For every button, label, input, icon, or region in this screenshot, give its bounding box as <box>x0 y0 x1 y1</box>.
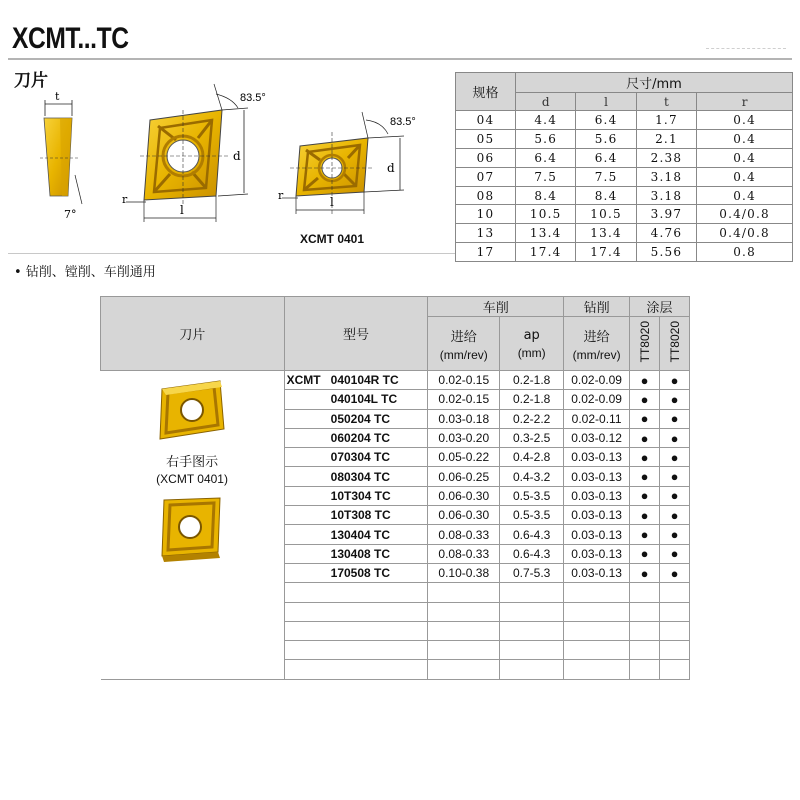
empty-cell <box>284 583 428 602</box>
empty-cell <box>500 602 564 621</box>
product-cell-drill: 0.03-0.13 <box>564 467 630 486</box>
dim-t-label: t <box>55 90 60 103</box>
product-cell-ap: 0.6-4.3 <box>500 544 564 563</box>
dim-cell-d: 4.4 <box>516 111 576 130</box>
feed-label: 进给 <box>450 329 477 345</box>
empty-cell <box>630 602 660 621</box>
angle-main-label: 83.5° <box>240 92 266 104</box>
product-cell-c2: ● <box>660 428 690 447</box>
angle-small-label: 83.5° <box>390 116 416 128</box>
col-header-l: l <box>576 93 636 111</box>
dimension-row <box>456 224 793 243</box>
product-cell-drill: 0.03-0.13 <box>564 506 630 525</box>
product-cell-c2: ● <box>660 544 690 563</box>
dimension-table <box>455 72 793 262</box>
coating-grade-2: TT8020 <box>667 321 682 363</box>
model-code: 050204 TC <box>330 411 391 426</box>
dim-cell-l: 10.5 <box>576 205 636 224</box>
product-cell-c1: ● <box>630 563 660 582</box>
dim-cell-r: 0.4 <box>697 167 793 186</box>
product-cell-drill: 0.03-0.13 <box>564 448 630 467</box>
dim-cell-t: 4.76 <box>636 224 696 243</box>
dim-cell-spec: 04 <box>456 111 516 130</box>
dim-cell-spec: 13 <box>456 224 516 243</box>
empty-cell <box>630 621 660 640</box>
dim-cell-t: 3.97 <box>636 205 696 224</box>
empty-cell <box>284 660 428 679</box>
product-cell-code <box>284 390 428 409</box>
product-cell-feed: 0.06-0.30 <box>428 486 500 505</box>
model-code: 10T304 TC <box>330 488 391 503</box>
product-cell-drill: 0.02-0.09 <box>564 371 630 390</box>
dim-r-label-small: r <box>278 189 284 202</box>
dim-cell-t: 3.18 <box>636 167 696 186</box>
product-cell-c1: ● <box>630 448 660 467</box>
model-code: 040104L TC <box>330 392 398 407</box>
dimension-row <box>456 167 793 186</box>
product-cell-c1: ● <box>630 486 660 505</box>
dimension-row <box>456 243 793 262</box>
dimension-row <box>456 205 793 224</box>
dim-cell-t: 2.38 <box>636 148 696 167</box>
image-caption: 右手图示 <box>166 455 219 470</box>
empty-cell <box>630 583 660 602</box>
model-col-header: 型号 <box>284 297 428 371</box>
small-insert-drawing <box>278 112 416 214</box>
empty-cell <box>284 641 428 660</box>
product-cell-code <box>284 467 428 486</box>
product-cell-ap: 0.3-2.5 <box>500 428 564 447</box>
model-code: 130404 TC <box>330 527 391 542</box>
product-cell-feed: 0.05-0.22 <box>428 448 500 467</box>
dim-cell-l: 17.4 <box>576 243 636 262</box>
dim-cell-l: 7.5 <box>576 167 636 186</box>
dim-cell-l: 13.4 <box>576 224 636 243</box>
empty-cell <box>630 660 660 679</box>
product-cell-c2: ● <box>660 371 690 390</box>
product-table-body <box>101 371 690 680</box>
product-cell-code <box>284 486 428 505</box>
product-cell-ap: 0.2-1.8 <box>500 390 564 409</box>
product-cell-c1: ● <box>630 390 660 409</box>
product-cell-feed: 0.06-0.30 <box>428 506 500 525</box>
drilling-header: 钻削 <box>564 297 630 317</box>
product-cell-feed: 0.08-0.33 <box>428 544 500 563</box>
empty-cell <box>660 660 690 679</box>
empty-cell <box>660 602 690 621</box>
product-cell-ap: 0.5-3.5 <box>500 506 564 525</box>
product-cell-drill: 0.02-0.09 <box>564 390 630 409</box>
product-row <box>101 371 690 390</box>
ap-header <box>500 317 564 371</box>
product-cell-drill: 0.03-0.13 <box>564 563 630 582</box>
drawing-model-label: XCMT 0401 <box>300 232 365 246</box>
insert-section-label: 刀片 <box>14 71 48 91</box>
dim-cell-r: 0.4/0.8 <box>697 205 793 224</box>
product-cell-c1: ● <box>630 428 660 447</box>
dim-cell-d: 8.4 <box>516 186 576 205</box>
product-cell-c2: ● <box>660 467 690 486</box>
product-cell-ap: 0.7-5.3 <box>500 563 564 582</box>
product-cell-code <box>284 409 428 428</box>
page-title: XCMT...TC <box>12 22 129 55</box>
empty-cell <box>284 621 428 640</box>
col-header-d: d <box>516 93 576 111</box>
angle-7-label: 7° <box>64 208 77 221</box>
dim-cell-spec: 05 <box>456 129 516 148</box>
empty-cell <box>630 641 660 660</box>
dimension-row <box>456 148 793 167</box>
product-cell-c1: ● <box>630 409 660 428</box>
dim-cell-l: 8.4 <box>576 186 636 205</box>
dim-cell-t: 2.1 <box>636 129 696 148</box>
dim-cell-spec: 17 <box>456 243 516 262</box>
dim-cell-d: 7.5 <box>516 167 576 186</box>
feed-header <box>428 317 500 371</box>
product-cell-drill: 0.03-0.13 <box>564 486 630 505</box>
model-code: 170508 TC <box>330 566 391 581</box>
empty-cell <box>564 621 630 640</box>
dimension-table-body <box>456 111 793 262</box>
dim-cell-d: 17.4 <box>516 243 576 262</box>
product-cell-code <box>284 563 428 582</box>
dim-d-label-small: d <box>387 161 395 175</box>
dim-cell-r: 0.4 <box>697 186 793 205</box>
model-code: 040104R TC <box>330 373 399 388</box>
dim-cell-l: 6.4 <box>576 111 636 130</box>
dim-cell-r: 0.8 <box>697 243 793 262</box>
coating-header: 涂层 <box>630 297 690 317</box>
product-cell-code <box>284 428 428 447</box>
empty-cell <box>500 621 564 640</box>
insert-drawings <box>0 60 455 260</box>
model-code: 10T308 TC <box>330 508 391 523</box>
feed-unit: (mm/rev) <box>439 347 488 362</box>
product-cell-feed: 0.06-0.25 <box>428 467 500 486</box>
spec-header: 规格 <box>456 73 516 111</box>
model-code: 130408 TC <box>330 546 391 561</box>
drill-feed-label: 进给 <box>583 329 610 345</box>
empty-cell <box>500 660 564 679</box>
insert-photo-top <box>152 377 232 445</box>
ap-label: ap <box>523 327 540 343</box>
empty-cell <box>564 583 630 602</box>
empty-cell <box>284 602 428 621</box>
dim-cell-t: 1.7 <box>636 111 696 130</box>
title-dashed-rule <box>706 48 786 49</box>
dim-cell-l: 6.4 <box>576 148 636 167</box>
product-cell-feed: 0.08-0.33 <box>428 525 500 544</box>
dim-l-label: l <box>180 203 184 217</box>
empty-cell <box>428 583 500 602</box>
product-cell-feed: 0.02-0.15 <box>428 371 500 390</box>
empty-cell <box>428 621 500 640</box>
dim-cell-spec: 06 <box>456 148 516 167</box>
dim-cell-t: 3.18 <box>636 186 696 205</box>
coating-col-1 <box>630 317 660 371</box>
product-cell-ap: 0.6-4.3 <box>500 525 564 544</box>
product-cell-c2: ● <box>660 563 690 582</box>
empty-cell <box>660 641 690 660</box>
coating-col-2 <box>660 317 690 371</box>
col-header-r: r <box>697 93 793 111</box>
product-cell-ap: 0.2-2.2 <box>500 409 564 428</box>
product-cell-drill: 0.03-0.12 <box>564 428 630 447</box>
insert-col-header: 刀片 <box>101 297 285 371</box>
empty-cell <box>500 583 564 602</box>
product-cell-feed: 0.10-0.38 <box>428 563 500 582</box>
dim-cell-d: 10.5 <box>516 205 576 224</box>
product-cell-feed: 0.03-0.20 <box>428 428 500 447</box>
product-cell-ap: 0.4-3.2 <box>500 467 564 486</box>
coating-grade-1: TT8020 <box>637 321 652 363</box>
product-cell-c1: ● <box>630 544 660 563</box>
dimension-row <box>456 129 793 148</box>
image-caption-sub: (XCMT 0401) <box>156 472 228 486</box>
product-cell-ap: 0.2-1.8 <box>500 371 564 390</box>
product-cell-drill: 0.02-0.11 <box>564 409 630 428</box>
empty-cell <box>564 660 630 679</box>
dim-cell-spec: 07 <box>456 167 516 186</box>
dimension-row <box>456 111 793 130</box>
product-table <box>100 296 690 680</box>
dimension-row <box>456 186 793 205</box>
model-prefix: XCMT <box>286 373 321 388</box>
turning-header: 车削 <box>428 297 564 317</box>
product-cell-ap: 0.4-2.8 <box>500 448 564 467</box>
dim-cell-l: 5.6 <box>576 129 636 148</box>
dim-cell-d: 13.4 <box>516 224 576 243</box>
insert-photo-bottom <box>152 492 232 562</box>
dim-cell-t: 5.56 <box>636 243 696 262</box>
product-cell-c1: ● <box>630 506 660 525</box>
empty-cell <box>428 641 500 660</box>
empty-cell <box>564 641 630 660</box>
empty-cell <box>500 641 564 660</box>
main-insert-drawing <box>122 84 266 222</box>
product-cell-c2: ● <box>660 525 690 544</box>
product-cell-code <box>284 544 428 563</box>
product-cell-c1: ● <box>630 467 660 486</box>
empty-cell <box>428 602 500 621</box>
product-cell-code <box>284 525 428 544</box>
model-code: 070304 TC <box>330 450 391 465</box>
product-cell-c2: ● <box>660 390 690 409</box>
dim-cell-r: 0.4 <box>697 148 793 167</box>
drawing-rule <box>8 253 455 254</box>
product-cell-drill: 0.03-0.13 <box>564 525 630 544</box>
insert-image-cell <box>101 371 285 680</box>
model-code: 080304 TC <box>330 469 391 484</box>
product-cell-c2: ● <box>660 409 690 428</box>
product-cell-code <box>284 506 428 525</box>
usage-note: • 钻削、镗削、车削通用 <box>14 265 156 280</box>
product-cell-code <box>284 448 428 467</box>
dim-cell-r: 0.4 <box>697 111 793 130</box>
ap-unit: (mm) <box>517 345 546 360</box>
product-cell-c1: ● <box>630 371 660 390</box>
dim-cell-spec: 10 <box>456 205 516 224</box>
empty-cell <box>564 602 630 621</box>
drill-feed-unit: (mm/rev) <box>572 347 621 362</box>
product-cell-feed: 0.03-0.18 <box>428 409 500 428</box>
product-cell-drill: 0.03-0.13 <box>564 544 630 563</box>
product-cell-feed: 0.02-0.15 <box>428 390 500 409</box>
dim-cell-d: 5.6 <box>516 129 576 148</box>
drill-feed-header <box>564 317 630 371</box>
dim-d-label: d <box>233 149 241 163</box>
dim-cell-r: 0.4/0.8 <box>697 224 793 243</box>
product-cell-c2: ● <box>660 506 690 525</box>
empty-cell <box>660 621 690 640</box>
product-cell-c1: ● <box>630 525 660 544</box>
col-header-t: t <box>636 93 696 111</box>
side-view-drawing <box>40 90 82 221</box>
dim-r-label: r <box>122 193 128 206</box>
empty-cell <box>428 660 500 679</box>
dim-cell-d: 6.4 <box>516 148 576 167</box>
model-code: 060204 TC <box>330 431 391 446</box>
dim-l-label-small: l <box>330 195 334 209</box>
dim-cell-r: 0.4 <box>697 129 793 148</box>
empty-cell <box>660 583 690 602</box>
product-cell-c2: ● <box>660 486 690 505</box>
product-cell-code <box>284 371 428 390</box>
product-cell-ap: 0.5-3.5 <box>500 486 564 505</box>
size-header: 尺寸/mm <box>516 73 793 93</box>
dim-cell-spec: 08 <box>456 186 516 205</box>
product-cell-c2: ● <box>660 448 690 467</box>
